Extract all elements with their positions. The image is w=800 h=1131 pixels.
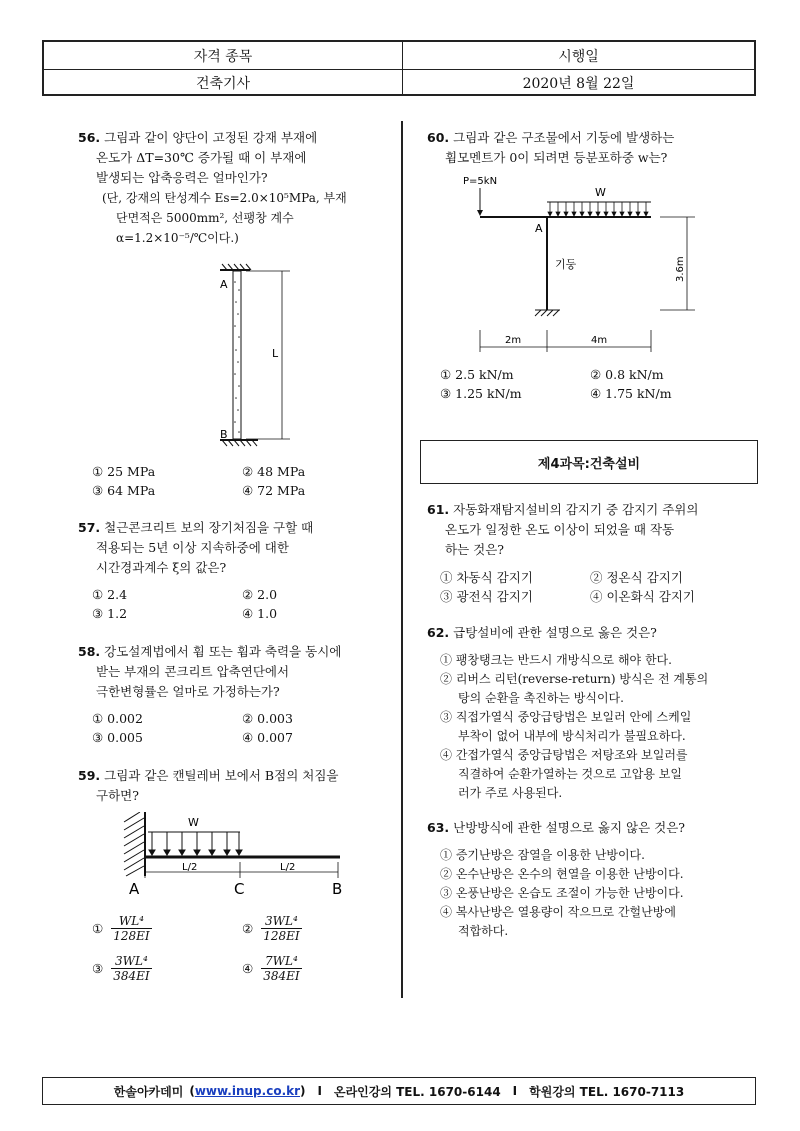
option[interactable]: ④ 1.75 kN/m (590, 386, 672, 401)
question-text-line: 온도가 일정한 온도 이상이 되었을 때 작동 (445, 522, 675, 537)
question-number: 62. (427, 625, 450, 640)
question-text-line: 그림과 같은 구조물에서 기둥에 발생하는 (453, 130, 675, 145)
option-continuation: 탕의 순환을 촉진하는 방식이다. (458, 691, 624, 705)
question-text-line: 난방방식에 관한 설명으로 옳지 않은 것은? (453, 820, 685, 835)
question-63-items (440, 846, 760, 941)
question-text-line: 구하면? (96, 788, 139, 803)
label-p: P=5kN (463, 176, 498, 187)
label-a: A (220, 278, 228, 291)
option[interactable]: ④ 1.0 (242, 606, 278, 621)
option[interactable]: ① 0.002 (92, 711, 143, 726)
frame-figure (455, 170, 705, 355)
question-57 (78, 518, 388, 578)
question-text-line: 받는 부재의 콘크리트 압축연단에서 (96, 664, 290, 679)
option[interactable]: ③ 64 MPa (92, 483, 156, 498)
label-w: W (188, 816, 199, 829)
question-text-line: 온도가 ΔT=30℃ 증가될 때 이 부재에 (96, 150, 307, 165)
option[interactable]: ① 25 MPa (92, 464, 156, 479)
question-number: 56. (78, 130, 101, 145)
question-number: 63. (427, 820, 450, 835)
academy-name: 한솔아카데미 (113, 1084, 184, 1099)
option[interactable]: ① 2.5 kN/m (440, 367, 514, 382)
section-heading: 제4과목:건축설비 (420, 440, 758, 484)
question-text-line: 자동화재탐지설비의 감지기 중 감지기 주위의 (453, 502, 699, 517)
option[interactable]: ② 리버스 리턴(reverse-return) 방식은 전 계통의 (440, 672, 709, 686)
option[interactable]: ④ 이온화식 감지기 (590, 589, 695, 604)
option[interactable]: ③ 1.2 (92, 606, 128, 621)
footer-bar: 한솔아카데미 (www.inup.co.kr) I 온라인강의 TEL. 1670-6144 I 학원강의 TEL. 1670-7113 (42, 1077, 756, 1105)
separator: I (512, 1084, 518, 1098)
header-subject: 건축기사 (44, 69, 403, 96)
span-label: L/2 (182, 862, 198, 873)
option[interactable]: ③ $\frac{\text{3WL⁴}}{384EI}$ (92, 954, 150, 983)
option[interactable]: ② 정온식 감지기 (590, 570, 683, 585)
span-label: L/2 (280, 862, 296, 873)
option[interactable]: ③ 광전식 감지기 (440, 589, 533, 604)
option[interactable]: ② 48 MPa (242, 464, 306, 479)
cantilever-figure (118, 812, 358, 900)
question-60 (427, 128, 757, 168)
option[interactable]: ① $\frac{\text{WL⁴}}{128EI}$ (92, 914, 150, 943)
question-text-line: 그림과 같이 양단이 고정된 강재 부재에 (104, 130, 318, 145)
question-number: 59. (78, 768, 101, 783)
question-61 (427, 500, 757, 560)
question-text-line: 시간경과계수 ξ의 값은? (96, 560, 227, 575)
question-58 (78, 642, 388, 702)
label-height: 3.6m (675, 256, 686, 282)
question-63 (427, 818, 757, 838)
option[interactable]: ② 온수난방은 온수의 현열을 이용한 난방이다. (440, 867, 684, 881)
option[interactable]: ① 팽창탱크는 반드시 개방식으로 해야 한다. (440, 653, 672, 667)
question-number: 57. (78, 520, 101, 535)
question-text-line: 발생되는 압축응력은 얼마인가? (96, 170, 268, 185)
label-a: A (535, 222, 543, 235)
header-date: 2020년 8월 22일 (522, 75, 635, 92)
question-62-items (440, 651, 760, 803)
fixed-bar-figure (200, 262, 310, 452)
option[interactable]: ① 증기난방은 잠열을 이용한 난방이다. (440, 848, 645, 862)
header-label-subject: 자격 종목 (44, 42, 403, 69)
label-column: 기둥 (555, 258, 577, 271)
label-b: B (332, 880, 343, 898)
option-continuation: 직결하여 순환가열하는 것으로 고압용 보일 (458, 767, 682, 781)
option[interactable]: ④ 복사난방은 열용량이 작으므로 간헐난방에 (440, 905, 676, 919)
question-text-line: 하는 것은? (445, 542, 504, 557)
option-continuation: 러가 주로 사용된다. (458, 786, 563, 800)
question-62 (427, 623, 757, 643)
span-label: 4m (591, 335, 608, 346)
exam-header-table (42, 40, 756, 96)
option[interactable]: ④ $\frac{\text{7WL⁴}}{384EI}$ (242, 954, 300, 983)
header-label-date: 시행일 (558, 48, 599, 65)
label-a: A (129, 880, 140, 898)
option[interactable]: ④ 72 MPa (242, 483, 306, 498)
question-note-line: 단면적은 5000mm², 선팽창 계수 (116, 211, 294, 225)
separator: I (317, 1084, 322, 1098)
online-phone: 온라인강의 TEL. 1670-6144 (333, 1084, 501, 1099)
option[interactable]: ④ 0.007 (242, 730, 293, 745)
option-continuation: 부착이 없어 내부에 방식처리가 불필요하다. (458, 729, 686, 743)
question-59 (78, 766, 388, 806)
question-text-line: 적용되는 5년 이상 지속하중에 대한 (96, 540, 289, 555)
question-number: 60. (427, 130, 450, 145)
question-text-line: 급탕설비에 관한 설명으로 옳은 것은? (453, 625, 657, 640)
question-text-line: 극한변형률은 얼마로 가정하는가? (96, 684, 280, 699)
question-text-line: 휨모멘트가 0이 되려면 등분포하중 w는? (445, 150, 668, 165)
option[interactable]: ③ 온풍난방은 온습도 조절이 가능한 난방이다. (440, 886, 684, 900)
label-l: L (272, 347, 279, 360)
option[interactable]: ④ 간접가열식 중앙급탕법은 저탕조와 보일러를 (440, 748, 688, 762)
option[interactable]: ② 0.8 kN/m (590, 367, 664, 382)
option[interactable]: ① 2.4 (92, 587, 128, 602)
question-56 (78, 128, 388, 248)
span-label: 2m (505, 335, 522, 346)
column-divider (401, 121, 403, 998)
option[interactable]: ② 2.0 (242, 587, 278, 602)
academy-url-link[interactable]: www.inup.co.kr (194, 1084, 301, 1098)
question-text-line: 그림과 같은 캔틸레버 보에서 B점의 처짐을 (104, 768, 339, 783)
offline-phone: 학원강의 TEL. 1670-7113 (529, 1084, 685, 1099)
question-text-line: 강도설계법에서 휨 또는 휨과 축력을 동시에 (104, 644, 342, 659)
option-continuation: 적합하다. (458, 924, 509, 938)
option[interactable]: ③ 0.005 (92, 730, 143, 745)
question-note-line: (단, 강재의 탄성계수 Es=2.0×10⁵MPa, 부재 (102, 191, 347, 205)
option[interactable]: ② $\frac{\text{3WL⁴}}{128EI}$ (242, 914, 300, 943)
option[interactable]: ② 0.003 (242, 711, 293, 726)
option[interactable]: ③ 1.25 kN/m (440, 386, 522, 401)
question-number: 58. (78, 644, 101, 659)
label-c: C (234, 880, 245, 898)
question-text-line: 철근콘크리트 보의 장기처짐을 구할 때 (104, 520, 314, 535)
question-number: 61. (427, 502, 450, 517)
label-b: B (220, 428, 228, 441)
question-note-line: α=1.2×10⁻⁵/℃이다.) (116, 231, 239, 245)
option[interactable]: ① 차동식 감지기 (440, 570, 533, 585)
label-w: W (595, 186, 606, 199)
option[interactable]: ③ 직접가열식 중앙급탕법은 보일러 안에 스케일 (440, 710, 692, 724)
